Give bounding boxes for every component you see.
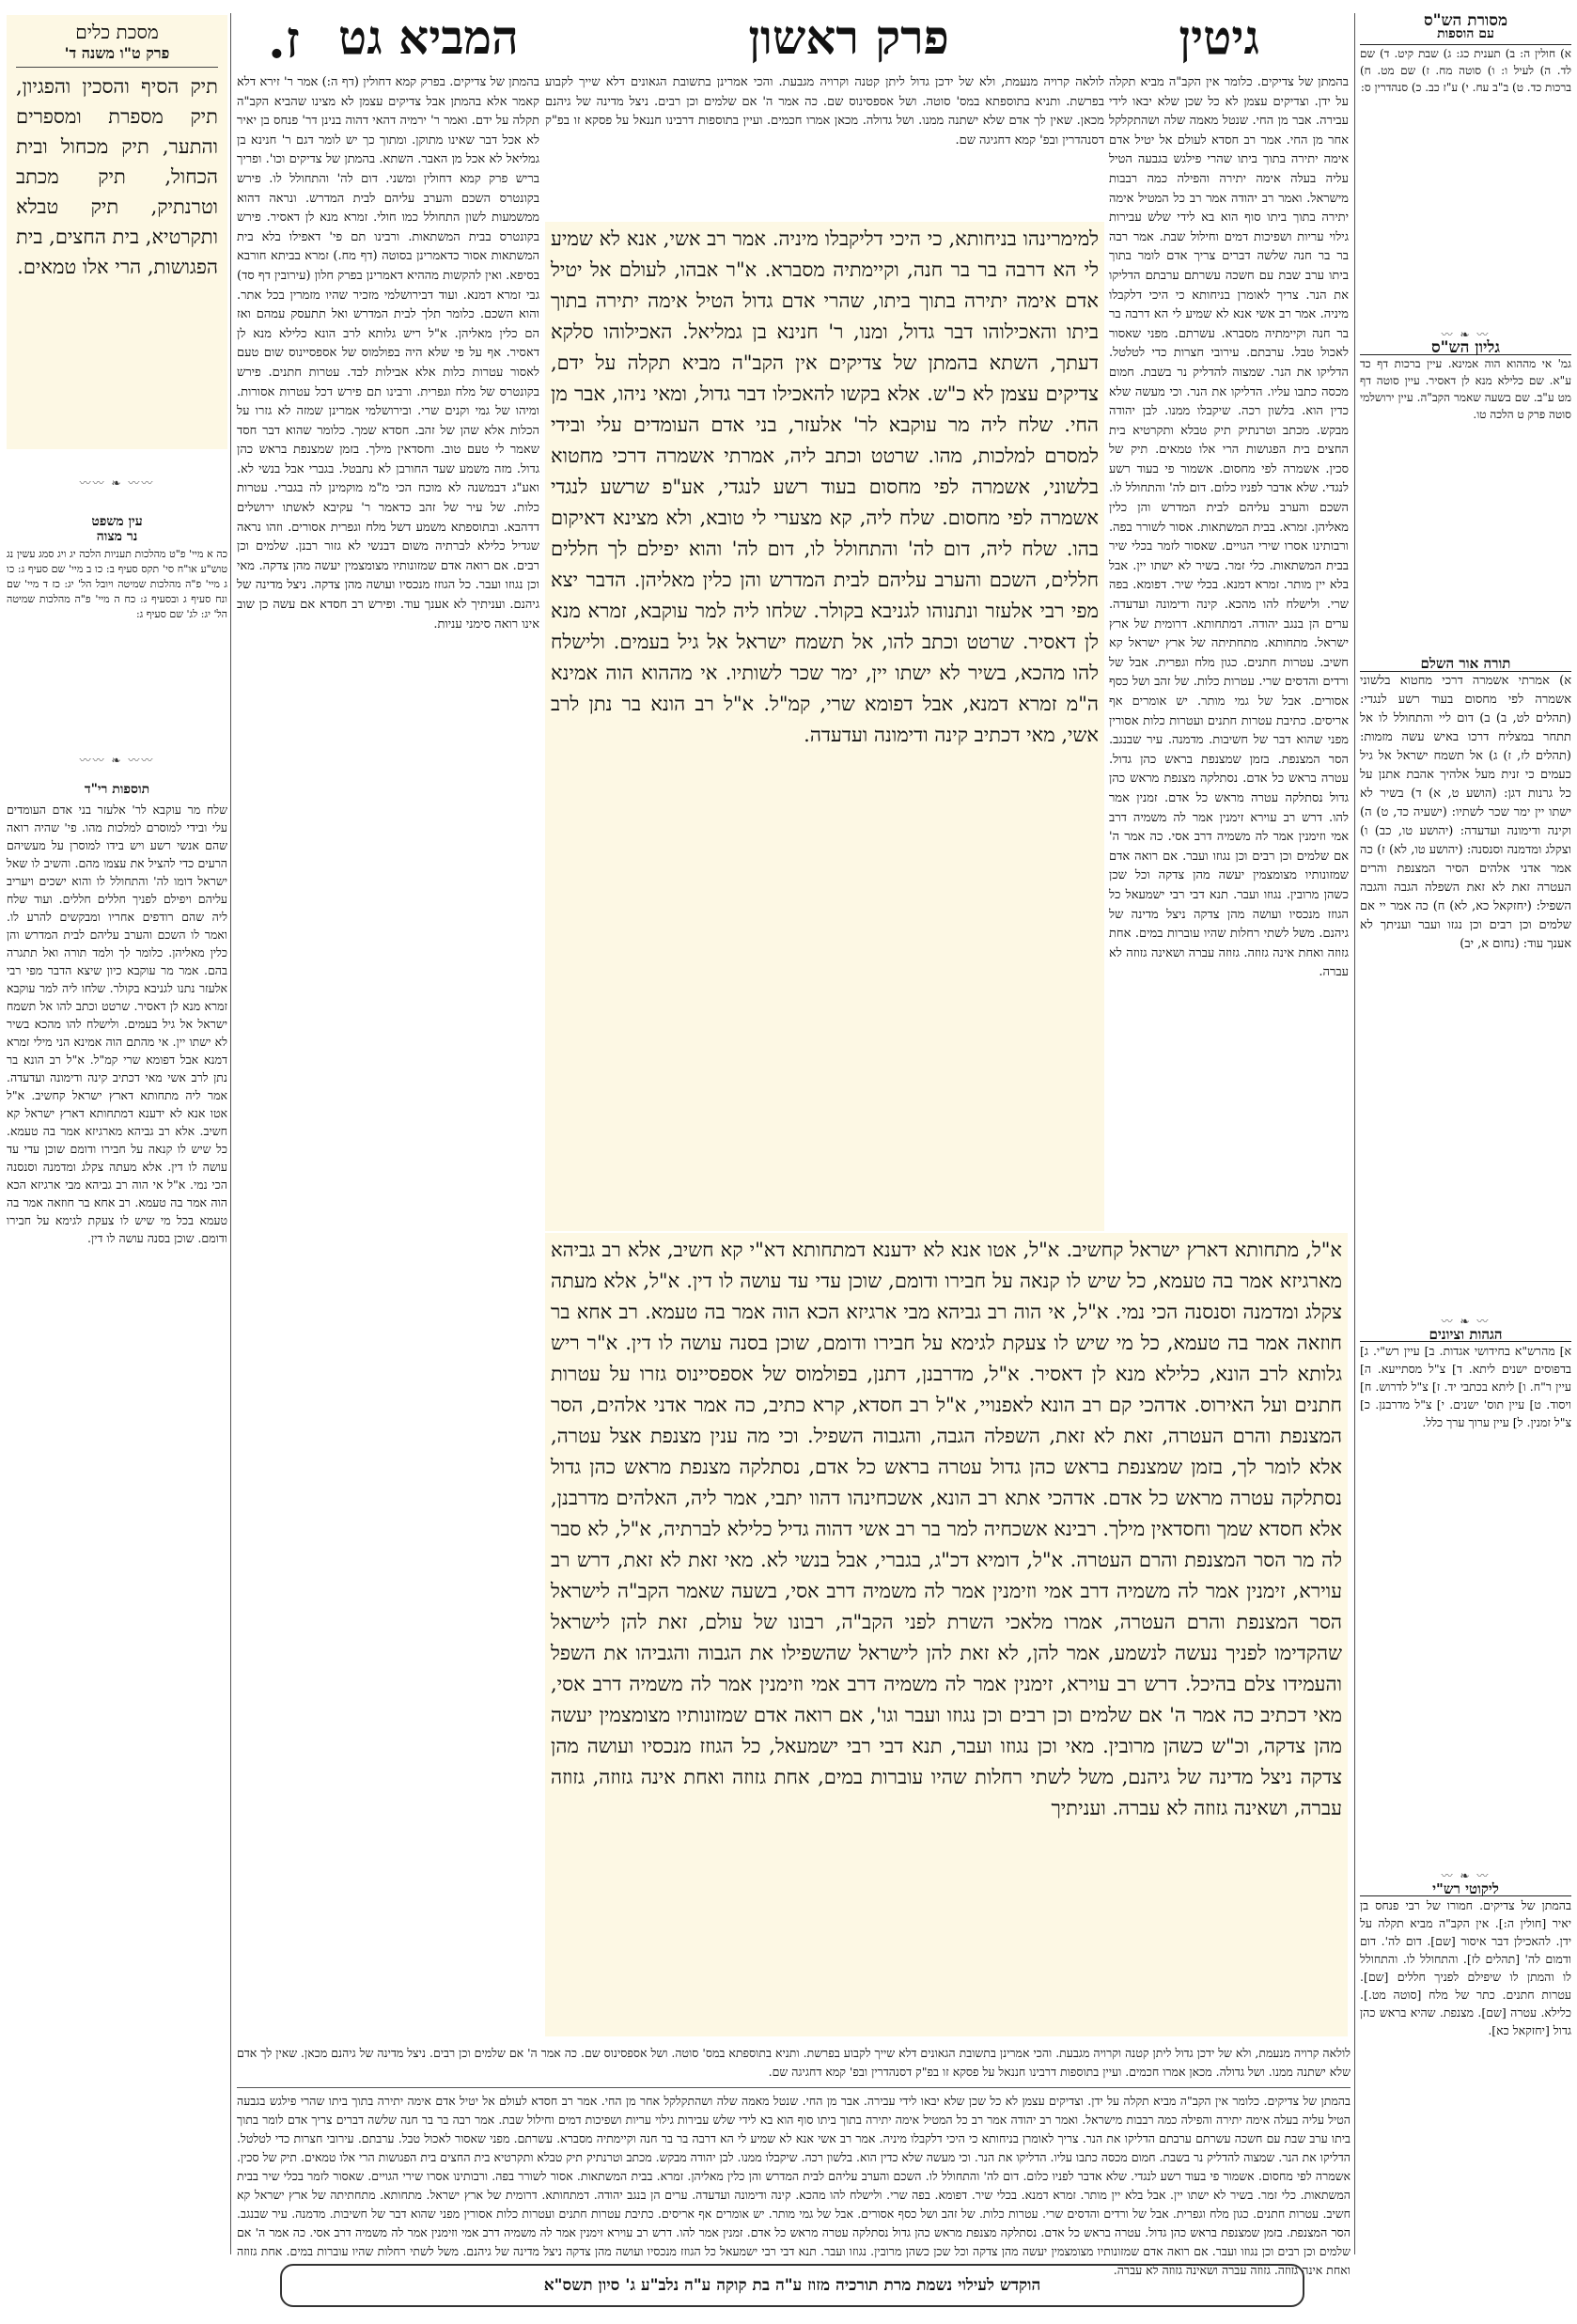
upper-commentary: [545, 73, 1104, 214]
likutei-rashi-section: 〰 ❧ 〰 ליקוטי רש"י בהמתן של צדיקים. חמורו של רבי פנחס בן יאיר [חולין ה:]. אין הקב"ה מביא תקלה על ידן. להאכילן דבר איסור [שם]. דום לה'. דום ודמום לה' [תהלים לז]. והתחולל לו. והתחולל לו והמתן לו שיפילם לפניך חללים [שם]. עטרות חתנים. כתר של מלח [סוטה מט.]. כלילא. עטרה [שם]. מצנפת. שהיא בראש כהן גדול [יחזקאל כא].: [1360, 1869, 1571, 2037]
torah-or-text: א) אמרתי אשמרה דרכי מחטוא בלשוני אשמרה לפי מחסום בעוד רשע לנגדי: (תהלים לט, ב) ב) דום ליי והתחולל לו אל תתחר במצליח דרכו באיש עשה מזמות: (תהלים לז, ז) ג) אל תשמח ישראל אל גיל כעמים כי זנית מעל אלהיך אהבת אתנן על כל גרנות דגן: (הושע ט, א) ד) בשיר לא ישתו יין ימר שכר לשתיו: (ישעיה כד, ט) ה) וקינה ודימונה ועדעדה: (יהושע טו, כב) ו) וצקלג ומדמנה וסנסנה: (יהושע טו, לא) ז) כה אמר אדני אלהים הסיר המצנפת והרים העטרה זאת לא זאת השפלה הגבה והגבה השפיל: (יחזקאל כא, לא) ח) כה אמר יי אם שלמים וכן רבים וכן נגזו ועבר ועניתך לא אענך עוד: (נחום א, יב): [1360, 673, 1571, 951]
header-chapter-name: המביא גט: [338, 8, 519, 65]
hagahot-title: הגהות וציונים: [1360, 1329, 1571, 1343]
mesoret-text: א) חולין ה: ב) תענית כג: ג) שבת קיט. ד) שם לד. ה) לעיל ו: ו) סוטה מח. ז) שם מט. ח) ברכות כד. ט) ב"ב עח. י) ע"ז כב. כ) סנהדרין ס:: [1360, 47, 1571, 94]
gemara-text-continued: א"ל, מתחותא דארץ ישראל קחשיב. א"ל, אטו אנא לא ידענא דמתחותא דא"י קא חשיב, אלא רב גביהא מארגיזא אמר בה טעמא, כל שיש לו קנאה על חבירו ודומם, שוכן עדי עד עושה לו דין. א"ל, אלא מעתה צקלג ומדמנה וסנסנה הכי נמי. א"ל, אי הוה רב גביהא מבי ארגיזא הכא הוה אמר בה טעמא. רב אחא בר חוזאה אמר בה טעמא, כל מי שיש לו צעקת לגימא על חבירו ודומם, שוכן בסנה עושה לו דין. א"ר ריש גלותא לרב הונא, כלילא מנא לן דאסיר. א"ל, מדרבנן, דתנן, בפולמוס של אספסיינוס גזרו על עטרות חתנים ועל האירוס. אדהכי קם רב הונא לאפנויי, א"ל רב חסדא, קרא כתיב, כה אמר אדני אלהים, הסר המצנפת והרם העטרה, זאת לא זאת, השפלה הגבה, והגבוה השפיל. וכי מה ענין מצנפת אצל עטרה, אלא לומר לך, בזמן שמצנפת בראש כהן גדול עטרה בראש כל אדם, נסתלקה מצנפת מראש כהן גדול נסתלקה עטרה מראש כל אדם. אדהכי אתא רב הונא, אשכחינהו דהוו יתבי, אמר ליה, האלהים מדרבנן, אלא חסדא שמך וחסדאין מילך. רבינא אשכחיה למר בר רב אשי דהוה גדיל כלילא לברתיה, א"ל, לא סבר לה מר הסר המצנפת והרם העטרה. א"ל, דומיא דכ"ג, בגברי, אבל בנשי לא. מאי זאת לא זאת, דרש רב עוירא, זימנין אמר לה משמיה דרב אמי וזימנין אמר לה משמיה דרב אסי, בשעה שאמר הקב"ה לישראל הסר המצנפת והרם העטרה, אמרו מלאכי השרת לפני הקב"ה, רבונו של עולם, זאת להן לישראל שהקדימו לפניך נעשה לנשמע, אמר להן, לא זאת להן לישראל שהשפילו את הגבוה והגביהו את השפל והעמידו צלם בהיכל. דרש רב עוירא, זימנין אמר לה משמיה דרב אמי וזימנין אמר לה משמיה דרב אסי, מאי דכתיב כה אמר ה' אם שלמים וכן רבים וכן נגוזו ועבר וגו', אם רואה אדם שמזונותיו מצומצמין יעשה מהן צדקה, וכ"ש כשהן מרובין. מאי וכן נגוזו ועבר, תנא דבי רבי ישמעאל, כל הגוזז מנכסיו ועושה מהן צדקה ניצל מדינה של גיהנם, משל לשתי רחלות שהיו עוברות במים, אחת גזוזה ואחת אינה גזוזה, גזוזה עברה, ושאינה גזוזה לא עברה. ועניתיך: [551, 1239, 1342, 1819]
rashi-text: בהמתן של צדיקים. כלומר אין הקב"ה מביא תקלה על ידן. וצדיקים עצמן לא כל שכן שלא יבאו לידי עבירה. אבר מן החי. שנטל מאמה שלה ושהתקלקל אחר מן החי. אמר רב חסדא לעולם אל יטיל אדם אימה יתירה בתוך ביתו שהרי פילגש בגבעה הטיל עליה בעלה אימה יתירה והפילה כמה רבבות מישראל. ואמר רב יהודה אמר רב כל המטיל אימה יתירה בתוך ביתו סוף הוא בא לידי שלש עבירות גילוי עריות ושפיכות דמים וחילול שבת. אמר רבה בר בר חנה שלשה דברים צריך אדם לומר בתוך ביתו ערב שבת עם חשכה עשרתם ערבתם הדליקו את הנר. צריך לאומרן בניחותא כי היכי דלקבלו מיניה. אמר רב אשי אנא לא שמיע לי הא דרבה בר בר חנה וקיימתיה מסברא. עשרתם. מפני שאסור לאכול טבל. ערבתם. עירובי חצרות כדי לטלטל. הדליקו את הנר. שמצוה להדליק נר בשבת. חמום מכסה כתבו עליו. הדליקו את הנר. וכי מעשה שלא כדין הוא. בלשון רכה. שיקבלו ממנו. לבן יהודה מבקש. מכתב וטרנתיק תיק טבלא ותקרטיא בית החצים בית הפגושות הרי אלו טמאים. תיק של סכין. אשמרה לפי מחסום. אשמור פי בעוד רשע לנגדי. שלא אדבר לפניו כלום. דום לה' והתחולל לו. השכם והערב עליהם לבית המדרש והן כלין מאליהן. זמרא. בבית המשתאות. אסור לשורר בפה. ורבותינו אסרו שירי הגויים. שאסור לזמר בכלי שיר בבית המשתאות. כלי זמר. בשיר לא ישתו יין. אבל בלא יין מותר. זמרא דמנא. בכלי שיר. דפומא. בפה שרי. ולישלח להו מהכא. קינה ודימונה ועדעדה. ערים הן בנגב יהודה. דמתחותא. דרומית של ארץ ישראל. מתחותא. מתחתיתה של ארץ ישראל קא חשיב. עטרות חתנים. כגון מלח וגפרית. אבל של ורדים והדסים שרי. עטרות כלות. של זהב ושל כסף אסורים. אבל של גמי מותר. יש אומרים אף אריסים. כתיבת עטרות חתנים ועטרות כלות אסורין מפני שהוא דבר של חשיבות. מדמנה. עיר שבנגב. הסר המצנפת. בזמן שמצנפת בראש כהן גדול. עטרה בראש כל אדם. נסתלקה מצנפת מראש כהן גדול נסתלקה עטרה מראש כל אדם. זמנין אמר להו. דרש רב עוירא זימנין אמר לה משמיה דרב אמי וזימנין אמר לה משמיה דרב אסי. כה אמר ה' אם שלמים וכן רבים וכן נגוזו ועבר. אם רואה אדם שמזונותיו מצומצמין יעשה מהן צדקה וכל שכן כשהן מרובין. נגוזו ועבר. תנא דבי רבי ישמעאל כל הגוזז מנכסיו ועושה מהן צדקה ניצל מדינה של גיהנם. משל לשתי רחלות שהיו עוברות במים. אחת גזוזה ואחת אינה גזוזה. גזוזה עברה ושאינה גזוזה לא עברה.: [1109, 75, 1349, 980]
gilyon-hashas-section: 〰 ❧ 〰 גליון הש"ס גמ' אי מההוא הוה אמינא. עיין ברכות דף כד ע"א. שם כלילא מנא לן דאסיר. עיין סוטה דף מט ע"ב. שם בשעה שאמר הקב"ה. עיין ירושלמי סוטה פרק ט הלכה טו.: [1360, 328, 1571, 421]
torah-or-section: [1360, 655, 1571, 1306]
column-rule: [230, 13, 231, 2254]
hagahot-text: א] מהרש"א בחידושי אגדות. ב] עיין רש"י. ג] בדפוסים ישנים ליתא. ד] צ"ל מסתייעא. ה] עיין ר"ח. ו] ליתא בכתבי יד. ז] צ"ל לדרוש. ח] ויסוד. ט] עיין תוס' ישנים. י] צ"ל מדרבנן. כ] צ"ל זמנין. ל] עיין ערוך ערך כלל.: [1360, 1344, 1571, 1429]
mishna-box-subtitle: פרק ט"ו משנה ד': [16, 44, 218, 68]
daf-number: ז.: [268, 9, 300, 70]
gilyon-title: גליון הש"ס: [1360, 342, 1571, 356]
header-perek-title: פרק ראשון: [748, 8, 949, 65]
page-header: [338, 8, 1259, 66]
gemara-text: למימרינהו בניחותא, כי היכי דליקבלו מיניה. אמר רב אשי, אנא לא שמיע לי הא דרבה בר בר חנה, וקיימתיה מסברא. א"ר אבהו, לעולם אל יטיל אדם אימה יתירה בתוך ביתו, שהרי אדם גדול הטיל אימה יתירה בתוך ביתו והאכילוהו דבר גדול, ומנו, ר' חנינא בן גמליאל. האכילוהו סלקא דעתך, השתא בהמתן של צדיקים אין הקב"ה מביא תקלה על ידם, צדיקים עצמן לא כ"ש. אלא בקשו להאכילו דבר גדול, ומאי ניהו, אבר מן החי. שלח ליה מר עוקבא לר' אלעזר, בני אדם העומדים עלי ובידי למסרם למלכות, מהו. שרטט וכתב ליה, אמרתי אשמרה דרכי מחטוא בלשוני, אשמרה לפי מחסום בעוד רשע לנגדי, אע"פ שרשע לנגדי אשמרה לפי מחסום. שלח ליה, קא מצערי לי טובא, ולא מצינא דאיקום בהו. שלח ליה, דום לה' והתחולל לו, דום לה' והוא יפילם לך חללים חללים, השכם והערב עליהם לבית המדרש והן כלין מאליהן. הדבר יצא מפי רבי אלעזר ונתנוהו לגניבא בקולר. שלחו ליה למר עוקבא, זמרא מנא לן דאסיר. שרטט וכתב להו, אל תשמח ישראל אל גיל בעמים. ולישלח להו מהכא, בשיר לא ישתו יין, ימר שכר לשותיו. אי מההוא הוה אמינא ה"מ זמרא דמנא, אבל דפומא שרי, קמ"ל. א"ל רב הונא בר נתן לרב אשי, מאי דכתיב קינה ודימונה ועדעדה.: [551, 227, 1099, 746]
upper-commentary-text: לולאה קרויה מנעמת, ולא של ידכן גדול ליתן קטנה וקרויה מגבעת. והכי אמרינן בתשובת הגאונים דלא שייך לקבוע בפרשת. ותניא בתוספתא במס' סוטה. ושל אספסינוס שם. כה אמר ה' אם שלמים וכן רבים. ניצל מדינה של גיהנם מכאן. שאין לך אדם שלא ישתנה ממנו. ושל גדולה. מכאן אמרו חכמים. ועיין בתוספות דרבינו חננאל על פסקא זו בפ"ק דסנהדרין ובפ' קמא דחגיגה שם.: [545, 75, 1104, 148]
hagahot-section: 〰 ❧ 〰 הגהות וציונים א] מהרש"א בחידושי אגדות. ב] עיין רש"י. ג] בדפוסים ישנים ליתא. ד] צ"ל מסתייעא. ה] עיין ר"ח. ו] ליתא בכתבי יד. ז] צ"ל לדרוש. ח] ויסוד. ט] עיין תוס' ישנים. י] צ"ל מדרבנן. כ] צ"ל זמנין. ל] עיין ערוך ערך כלל.: [1360, 1315, 1571, 1429]
bottom-commentary-rashi: בהמתן של צדיקים. כלומר אין הקב"ה מביא תקלה על ידן. וצדיקים עצמן לא כל שכן שלא יבאו לידי עבירה. אבר מן החי. שנטל מאמה שלה ושהתקלקל אחר מן החי. אמר רב חסדא לעולם אל יטיל אדם אימה יתירה בתוך ביתו שהרי פילגש בגבעה הטיל עליה בעלה אימה יתירה והפילה כמה רבבות מישראל. ואמר רב יהודה אמר רב כל המטיל אימה יתירה בתוך ביתו סוף הוא בא לידי שלש עבירות גילוי עריות ושפיכות דמים וחילול שבת. אמר רבה בר בר חנה שלשה דברים צריך אדם לומר בתוך ביתו ערב שבת עם חשכה עשרתם ערבתם הדליקו את הנר. צריך לאומרן בניחותא כי היכי דלקבלו מיניה. אמר רב אשי אנא לא שמיע לי הא דרבה בר בר חנה וקיימתיה מסברא. עשרתם. מפני שאסור לאכול טבל. ערבתם. עירובי חצרות כדי לטלטל. הדליקו את הנר. שמצוה להדליק נר בשבת. חמום מכסה כתבו עליו. הדליקו את הנר. וכי מעשה שלא כדין הוא. בלשון רכה. שיקבלו ממנו. לבן יהודה מבקש. מכתב וטרנתיק תיק טבלא ותקרטיא בית החצים בית הפגושות הרי אלו טמאים. תיק של סכין. אשמרה לפי מחסום. אשמור פי בעוד רשע לנגדי. שלא אדבר לפניו כלום. דום לה' והתחולל לו. השכם והערב עליהם לבית המדרש והן כלין מאליהן. זמרא. בבית המשתאות. אסור לשורר בפה. ורבותינו אסרו שירי הגויים. שאסור לזמר בכלי שיר בבית המשתאות. כלי זמר. בשיר לא ישתו יין. אבל בלא יין מותר. זמרא דמנא. בכלי שיר. דפומא. בפה שרי. ולישלח להו מהכא. קינה ודימונה ועדעדה. ערים הן בנגב יהודה. דמתחותא. דרומית של ארץ ישראל. מתחותא. מתחתיתה של ארץ ישראל קא חשיב. עטרות חתנים. כגון מלח וגפרית. אבל של ורדים והדסים שרי. עטרות כלות. של זהב ושל כסף אסורים. אבל של גמי מותר. יש אומרים אף אריסים. כתיבת עטרות חתנים ועטרות כלות אסורין מפני שהוא דבר של חשיבות. מדמנה. עיר שבנגב. הסר המצנפת. בזמן שמצנפת בראש כהן גדול. עטרה בראש כל אדם. נסתלקה מצנפת מראש כהן גדול נסתלקה עטרה מראש כל אדם. זמנין אמר להו. דרש רב עוירא זימנין אמר לה משמיה דרב אמי וזימנין אמר לה משמיה דרב אסי. כה אמר ה' אם שלמים וכן רבים וכן נגוזו ועבר. אם רואה אדם שמזונותיו מצומצמין יעשה מהן צדקה וכל שכן כשהן מרובין. נגוזו ועבר. תנא דבי רבי ישמעאל כל הגוזז מנכסיו ועושה מהן צדקה ניצל מדינה של גיהנם. משל לשתי רחלות שהיו עוברות במים. אחת גזוזה ואחת אינה גזוזה. גזוזה עברה ושאינה גזוזה לא עברה.: [237, 2087, 1351, 2280]
tosafot-text: בהמתן של צדיקים. בפרק קמא דחולין (דף ה:) אמר ר' זירא דלא קאמר אלא בהמתן אבל צדיקים עצמן לא מצינו שהביא הקב"ה תקלה על ידם. ואמר ר' ירמיה דהאי דהוה בנינן דר' פנחס בן יאיר לא אכל דבר שאינו מתוקן. ומתוך כך יש לומר דגם ר' חנינא בן גמליאל לא אכל מן האבר. השתא. בהמתן של צדיקים וכו'. ופריך בריש פרק קמא דחולין ומשני. דום לה' והתחולל לו. פירש בקונטרס השכם והערב עליהם לבית המדרש. ונראה דהוא ממשמעות לשון התחולל כמו חולי. זמרא מנא לן דאסיר. פירש בקונטרס בבית המשתאות. ורבינו תם פי' דאפילו בלא בית המשתאות אסור כדאמרינן בסוטה (דף מח.) זמרא בביתא חורבא בסיפא. ואין להקשות מההיא דאמרינן בפרק חלון (עירובין דף סד) גבי זמרא דמנא. ועוד דבירושלמי מזכיר שהיו מזמרין בכל אתר. והוא השכם. כלומר תלך לבית המדרש ואל תתעסק עמהם ואז הם כלין מאליהן. א"ל ריש גלותא לרב הונא כלילא מנא לן דאסיר. אף על פי שלא היה בפולמוס של אספסיינוס שום טעם לאסור עטרות כלות אלא אבילות לבד. עטרות חתנים. פירש בקונטרס של מלח וגפרית. ורבינו תם פירש דכל עטרות אסורות. ומיהו של גמי וקנים שרי. ובירושלמי אמרינן שמזה לא גזרו על הכלות אלא שהן של זהב. חסדא שמך. כלומר שהוא דבר חסד שאמר לי טעם טוב. וחסדאין מילך. בזמן שמצנפת בראש כהן גדול. מזה משמע שעד החורבן לא נתבטל. בגברי אבל בנשי לא. ואע"ג דבמשנה לא מוכח הכי מ"מ מוקמינן לה בגברי. עטרות כלות. של עיר של זהב כדאמר ר' עקיבא לאשתו ירושלים דדהבא. ובתוספתא משמע דשל מלח וגפרית אסורים. וזהו נראה שגדיל כלילא לברתיה משום דבנשי לא גזור רבנן. שלמים וכן רבים. אם רואה אדם שמזונותיו מצומצמין יעשה מהן צדקה. מאי וכן נגוזו ועבר. כל הגוזז מנכסיו ועושה מהן צדקה. ניצל מדינה של גיהנם. ועניתיך לא אענך עוד. ופירש רב חסדא אם עשה כן שוב אינו רואה סימני עניות.: [237, 75, 539, 632]
mishna-box-text: תיק הסיף והסכין והפגיון, תיק מספרת ומספרים והתער, תיק מכחול ובית הכחול, תיק מכתב וטרנתיק, תיק טבלא ותקרטיא, בית החצים, בית הפגושות, הרי אלו טמאים.: [16, 75, 218, 278]
mesoret-title: מסורת הש"ס: [1423, 11, 1508, 30]
ein-mishpat-section: [7, 512, 227, 756]
ein-mishpat-text: כה א מיי' פ"ט מהלכות תעניות הלכה יג ויג סמג עשין נג טוש"ע או"ח סי' תקס סעיף ב: כו ב מיי' שם סעיף ג: כו ג מיי' פ"ה מהלכות שמיטה ויובל הל' יג: כז ד מיי' שם ונח סעיף ג ובסעיף ג: כח ה מיי' פ"ה מהלכות שמיטה הל' יג: לג' שם סעיף ג:: [7, 548, 227, 620]
mishna-box-title: מסכת כלים: [75, 21, 159, 43]
dedication-footer: [280, 2264, 1304, 2307]
mesoret-hashas-section: [1360, 11, 1571, 325]
column-rule: [1354, 13, 1355, 2254]
ner-mitzva-title: נר מצוה: [96, 528, 138, 544]
mesoret-subtitle: עם הוספות: [1437, 25, 1494, 41]
tosfot-rid-section: [7, 780, 227, 2246]
likutei-rashi-text: בהמתן של צדיקים. חמורו של רבי פנחס בן יאיר [חולין ה:]. אין הקב"ה מביא תקלה על ידן. להאכילן דבר איסור [שם]. דום לה'. דום ודמום לה' [תהלים לז]. והתחולל לו. והתחולל לו והמתן לו שיפילם לפניך חללים [שם]. עטרות חתנים. כתר של מלח [סוטה מט.]. כלילא. עטרה [שם]. מצנפת. שהיא בראש כהן גדול [יחזקאל כא].: [1360, 1898, 1571, 2037]
dedication-text: הוקדש לעילוי נשמת מרת תורכיה מזוז ע"ה בת קוקה ע"ה נלב"ע ג' סיון תשס"א: [543, 2276, 1041, 2295]
tosafot-commentary: [237, 73, 539, 1868]
gilyon-text: גמ' אי מההוא הוה אמינא. עיין ברכות דף כד ע"א. שם כלילא מנא לן דאסיר. עיין סוטה דף מט ע"ב. שם בשעה שאמר הקב"ה. עיין ירושלמי סוטה פרק ט הלכה טו.: [1360, 357, 1571, 421]
likutei-rashi-title: ליקוטי רש"י: [1360, 1883, 1571, 1897]
bottom-commentary: [237, 2044, 1351, 2277]
tosfot-rid-text: שלח מר עוקבא לר' אלעזר בני אדם העומדים עלי ובידי למוסרם למלכות מהו. פי' שהיה רואה שהם אנשי רשע ויש בידו למוסרן על מעשיהם הרעים כדי להציל את עצמו מהם. והשיב לו שאל ישראל דומו לה' והתחולל לו והוא ישכים ויעריב עליהם ויפילם לפניך חללים חללים. ועוד שלח ליה שהם רודפים אחריו ומבקשים להרע לו. ואמר לו השכם והערב עליהם לבית המדרש והן כלין מאליהן. כלומר לך ולמד תורה ואל תתגרה בהם. אמר מר עוקבא כיון שיצא הדבר מפי רבי אלעזר נתנו לגניבא בקולר. שלחו ליה למר עוקבא זמרא מנא לן דאסיר. שרטט וכתב להו אל תשמח ישראל אל גיל בעמים. ולישלח להו מהכא בשיר לא ישתו יין. אי מהתם הוה אמינא הני מילי זמרא דמנא אבל דפומא שרי קמ"ל. א"ל רב הונא בר נתן לרב אשי מאי דכתיב קינה ודימונה ועדעדה. אמר ליה מתחותא דארץ ישראל קחשיב. א"ל אטו אנא לא ידענא דמתחותא דארץ ישראל קא חשיב. אלא רב גביהא מארגיזא אמר בה טעמא. כל שיש לו קנאה על חבירו ודומם שוכן עדי עד עושה לו דין. אלא מעתה צקלג ומדמנה וסנסנה הכי נמי. א"ל אי הוה רב גביהא מבי ארגיזא הכא הוה אמר בה טעמא. רב אחא בר חוזאה אמר בה טעמא בכל מי שיש לו צעקת לגימא על חבירו ודומם. שוכן בסנה עושה לו דין.: [7, 802, 227, 1245]
gemara-text-upper: [545, 222, 1104, 1231]
ein-mishpat-title: עין משפט: [91, 514, 143, 529]
header-masechet-title: גיטין: [1179, 8, 1259, 65]
ornament-divider: 〰〰 ❧ 〰〰: [79, 476, 155, 490]
bottom-commentary-text: לולאה קרויה מנעמת, ולא של ידכן גדול ליתן קטנה וקרויה מגבעת. והכי אמרינן בתשובת הגאונים דלא שייך לקבוע בפרשת. ותניא בתוספתא במס' סוטה. ושל אספסינוס שם. כה אמר ה' אם שלמים וכן רבים. ניצל מדינה של גיהנם מכאן. שאין לך אדם שלא ישתנה ממנו. ושל גדולה. מכאן אמרו חכמים. ועיין בתוספות דרבינו חננאל על פסקא זו בפ"ק דסנהדרין ובפ' קמא דחגיגה שם.: [237, 2046, 1351, 2079]
mishna-kelim-box: [7, 15, 227, 449]
torah-or-title: תורה אור השלם: [1360, 658, 1571, 672]
gemara-text-lower: [545, 1233, 1348, 2036]
ornament-divider: 〰〰 ❧ 〰〰: [79, 754, 155, 767]
tosfot-rid-title: תוספות רי"ד: [84, 782, 150, 797]
